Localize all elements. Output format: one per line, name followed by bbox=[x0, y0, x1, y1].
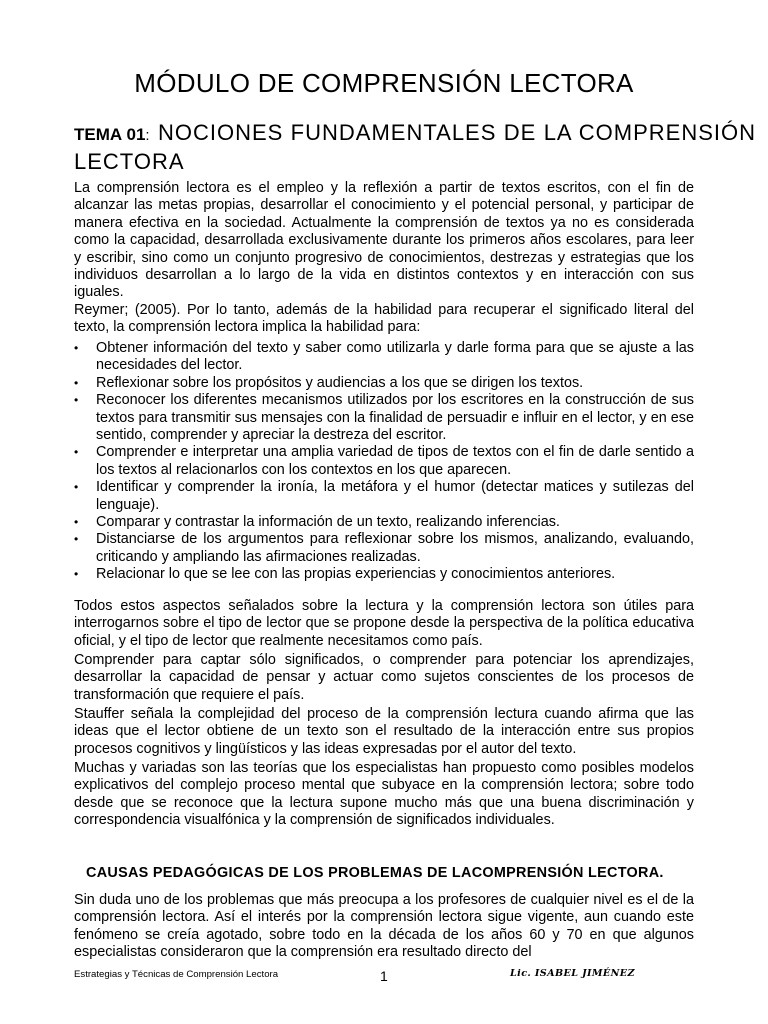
list-item bbox=[74, 340, 694, 375]
list-item bbox=[74, 514, 694, 531]
footer-author: Lic. ISABEL JIMÉNEZ bbox=[510, 968, 635, 979]
bullet-glyph: • bbox=[74, 567, 79, 582]
list-item-text: Identificar y comprender la ironía, la metáfora y el humor (detectar matices y sutilezas del lenguaje). bbox=[96, 479, 694, 513]
list-item-text: Comprender e interpretar una amplia variedad de tipos de textos con el fin de darle sentido a los textos al relacionarlos con los contextos en los que aparecen. bbox=[96, 444, 694, 478]
list-item-text: Distanciarse de los argumentos para reflexionar sobre los mismos, analizando, evaluando, criticando y ampliando las afirmaciones realizadas. bbox=[96, 531, 694, 565]
list-item-text: Obtener información del texto y saber como utilizarla y darle forma para que se ajuste a las necesidades del lector. bbox=[96, 340, 694, 374]
bullet-glyph: • bbox=[74, 393, 79, 408]
list-item bbox=[74, 444, 694, 479]
body-paragraph-3: Stauffer señala la complejidad del proceso de la comprensión lectura cuando afirma que las ideas que el lector obtiene de un texto son el resultado de la interacción entre sus propios procesos cognitivos y lingüísticos y las ideas expresadas por el autor del texto. bbox=[74, 706, 694, 757]
intro-paragraph-2: Reymer; (2005). Por lo tanto, además de la habilidad para recuperar el significado literal del texto, la comprensión lectora implica la habilidad para: bbox=[74, 302, 694, 336]
section-heading-period: . bbox=[659, 865, 664, 881]
list-item bbox=[74, 531, 694, 566]
list-item bbox=[74, 392, 694, 444]
list-item bbox=[74, 479, 694, 514]
body-paragraph-4: Muchas y variadas son las teorías que los especialistas han propuesto como posibles modelos explicativos del complejo proceso mental que subyace en la comprensión lectora; sobre todo desde que se reconoce que la lectura supone mucho más que una buena discriminación y correspondencia visualfónica y la comprensión de significados individuales. bbox=[74, 760, 694, 829]
list-item bbox=[74, 566, 694, 583]
bullet-glyph: • bbox=[74, 480, 79, 495]
bullet-glyph: • bbox=[74, 375, 79, 390]
tema-colon: : bbox=[145, 127, 151, 144]
section-heading bbox=[86, 865, 706, 881]
tema-label: TEMA 01 bbox=[74, 125, 146, 144]
bullet-glyph: • bbox=[74, 445, 79, 460]
document-title: MÓDULO DE COMPRENSIÓN LECTORA bbox=[134, 68, 634, 98]
list-item-text: Relacionar lo que se lee con las propias experiencias y conocimientos anteriores. bbox=[96, 566, 616, 583]
bullet-glyph: • bbox=[74, 532, 79, 547]
section-paragraph: Sin duda uno de los problemas que más preocupa a los profesores de cualquier nivel es el de la comprensión lectora. Así el interés por la comprensión lectora sigue vigente, aun cuando este fenómeno se creía agotado, sobre todo en la década de los años 60 y 70 en que algunos especialistas consideraron que la comprensión era resultado directo del bbox=[74, 892, 694, 961]
tema-heading bbox=[74, 120, 756, 175]
footer-page-number: 1 bbox=[380, 968, 388, 984]
intro-paragraph-1: La comprensión lectora es el empleo y la reflexión a partir de textos escritos, con el fin de alcanzar las metas propias, desarrollar el conocimiento y el potencial personal, y participar de manera efectiva en la sociedad. Actualmente la comprensión de textos ya no es considerada como la capacidad, desarrollada exclusivamente durante los primeros años escolares, para leer y escribir, sino como un conjunto progresivo de conocimientos, destrezas y estrategias que los individuos desarrollan a lo largo de la vida en distintos contextos y en interacción con sus iguales. bbox=[74, 180, 694, 301]
list-item-text: Reflexionar sobre los propósitos y audiencias a los que se dirigen los textos. bbox=[96, 374, 584, 391]
tema-title: NOCIONES FUNDAMENTALES DE LA COMPRENSIÓN LECTORA bbox=[74, 120, 756, 174]
list-item-text: Reconocer los diferentes mecanismos utilizados por los escritores en la construcción de sus textos para transmitir sus mensajes con la finalidad de persuadir e influir en el lector, y en ese sentido, comprender y apreciar la destreza del escritor. bbox=[96, 392, 694, 444]
body-paragraph-2: Comprender para captar sólo significados, o comprender para potenciar los aprendizajes, desarrollar la capacidad de pensar y actuar como sujetos conscientes de los procesos de transformación que requiere el país. bbox=[74, 652, 694, 703]
section-heading-text: CAUSAS PEDAGÓGICAS DE LOS PROBLEMAS DE LACOMPRENSIÓN LECTORA bbox=[86, 865, 660, 881]
body-paragraph-1: Todos estos aspectos señalados sobre la lectura y la comprensión lectora son útiles para interrogarnos sobre el tipo de lector que se propone desde la perspectiva de la política educativa oficial, y el tipo de lector que realmente necesitamos como país. bbox=[74, 598, 694, 649]
skills-list bbox=[74, 340, 694, 584]
bullet-glyph: • bbox=[74, 341, 79, 355]
list-item bbox=[74, 375, 694, 392]
bullet-glyph: • bbox=[74, 515, 79, 530]
footer-course-title: Estrategias y Técnicas de Comprensión Lectora bbox=[74, 969, 279, 980]
list-item-text: Comparar y contrastar la información de un texto, realizando inferencias. bbox=[96, 514, 560, 531]
